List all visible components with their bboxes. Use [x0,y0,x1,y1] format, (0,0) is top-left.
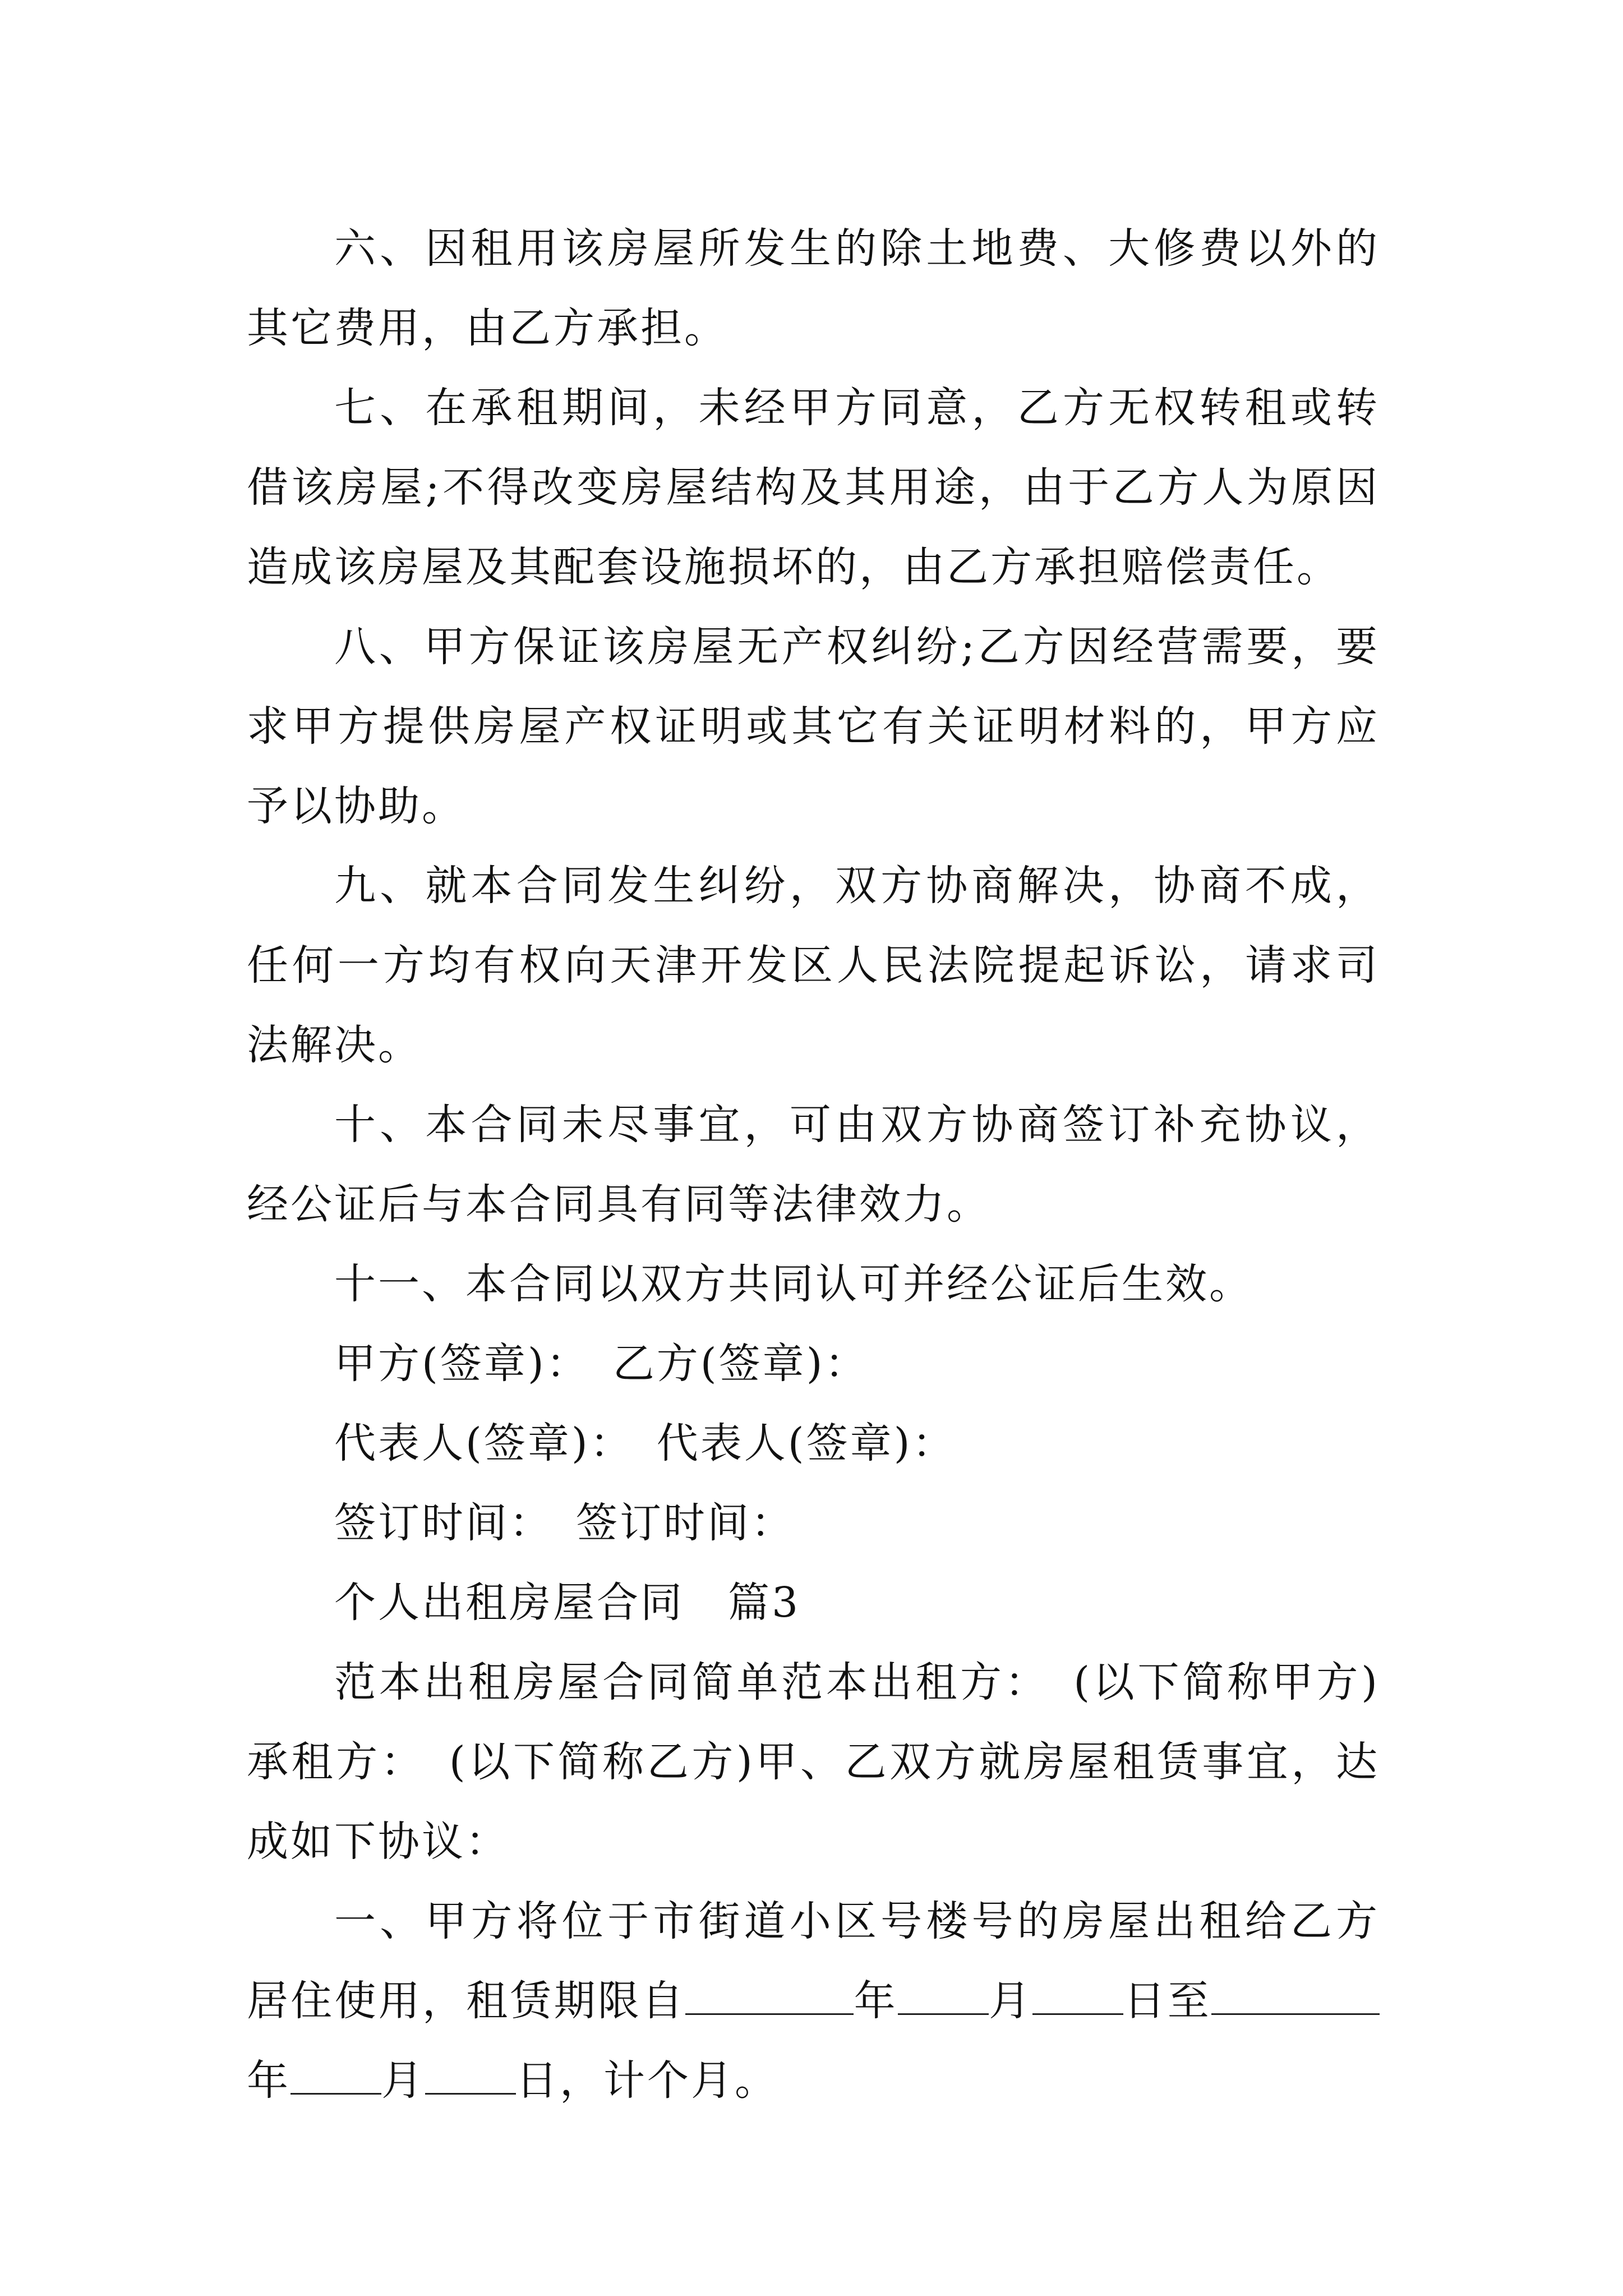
blank-year-start [685,2002,854,2015]
clause-1-text: 一、甲方将位于市街道小区号楼号的房屋出租给乙方居住使用，租赁期限自 [247,1897,1380,2025]
clause-9: 九、就本合同发生纠纷，双方协商解决，协商不成，任何一方均有权向天津开发区人民法院提起诉讼，请求司法解决。 [247,862,1380,1069]
section-heading: 个人出租房屋合同 篇3 [334,1579,801,1627]
blank-day-start [1032,2002,1123,2015]
clause-7: 七、在承租期间，未经甲方同意，乙方无权转租或转借该房屋;不得改变房屋结构及其用途，由于乙方人为原因造成该房屋及其配套设施损坏的，由乙方承担赔偿责任。 [247,384,1380,591]
blank-month-end [291,2082,381,2095]
label-year-end: 年 [247,2056,291,2105]
label-year-start: 年 [854,1977,898,2025]
representative-signature-line: 代表人(签章)： 代表人(签章)： [334,1419,956,1467]
party-signature-line: 甲方(签章)： 乙方(签章)： [334,1340,869,1388]
contract-intro: 范本出租房屋合同简单范本出租方： (以下简称甲方)承租方： (以下简称乙方)甲、乙双方就房屋租赁事宜，达成如下协议： [247,1658,1380,1866]
clause-10: 十、本合同未尽事宜，可由双方协商签订补充协议，经公证后与本合同具有同等法律效力。 [247,1101,1380,1228]
signing-date-line: 签订时间： 签订时间： [334,1499,795,1547]
label-month-end: 月 [381,2056,425,2105]
blank-day-end [425,2082,516,2095]
document-body [247,209,1380,2120]
label-month-start: 月 [988,1977,1033,2025]
blank-year-end [1211,2002,1380,2015]
clause-6: 六、因租用该房屋所发生的除土地费、大修费以外的其它费用，由乙方承担。 [247,224,1380,352]
clause-8: 八、甲方保证该房屋无产权纠纷;乙方因经营需要，要求甲方提供房屋产权证明或其它有关证明材料的，甲方应予以协助。 [247,623,1380,830]
blank-month-start [898,2002,989,2015]
clause-1-end: 日，计个月。 [516,2056,778,2105]
label-day-to: 日至 [1123,1977,1212,2025]
clause-11: 十一、本合同以双方共同认可并经公证后生效。 [334,1260,1253,1308]
clause-1 [247,1881,1380,2120]
